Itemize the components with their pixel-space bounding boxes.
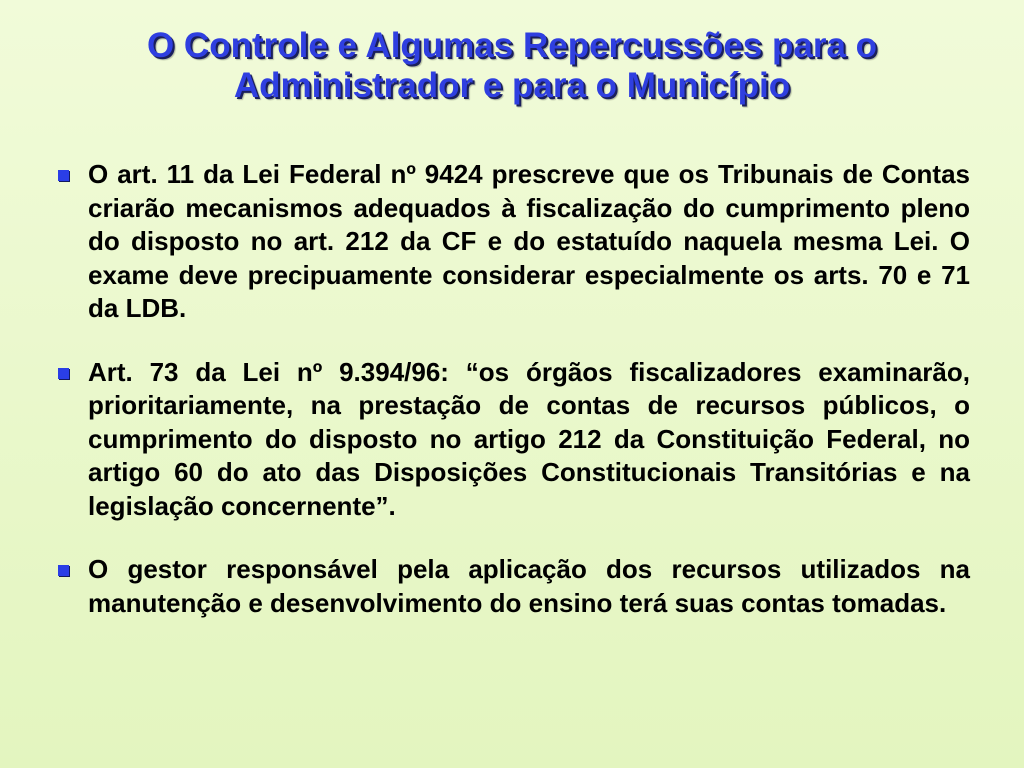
bullet-item-1 xyxy=(56,158,970,326)
bullet-text-1: O art. 11 da Lei Federal nº 9424 prescreve que os Tribunais de Contas criarão mecanismos adequados à fiscalização do cumprimento pleno do disposto no art. 212 da CF e do estatuído naquela mesma Lei. O exame deve precipuamente considerar especialmente os arts. 70 e 71 da LDB. xyxy=(88,159,970,323)
bullet-list xyxy=(56,158,970,620)
bullet-item-2 xyxy=(56,356,970,524)
bullet-text-3: O gestor responsável pela aplicação dos recursos utilizados na manutenção e desenvolvimento do ensino terá suas contas tomadas. xyxy=(88,554,970,618)
slide-title-line-1: O Controle e Algumas Repercussões para o xyxy=(146,26,878,65)
bullet-item-3 xyxy=(56,553,970,620)
bullet-text-2: Art. 73 da Lei nº 9.394/96: “os órgãos fiscalizadores examinarão, prioritariamente, na prestação de contas de recursos públicos, o cumprimento do disposto no artigo 212 da Constituição Federal, no artigo 60 do ato das Disposições Constitucionais Transitórias e na legislação concernente”. xyxy=(88,356,970,521)
slide-title xyxy=(40,26,984,106)
square-bullet-icon xyxy=(58,565,69,576)
slide-title-line-2: Administrador e para o Município xyxy=(233,66,791,105)
square-bullet-icon xyxy=(58,170,69,181)
square-bullet-icon xyxy=(58,368,69,379)
